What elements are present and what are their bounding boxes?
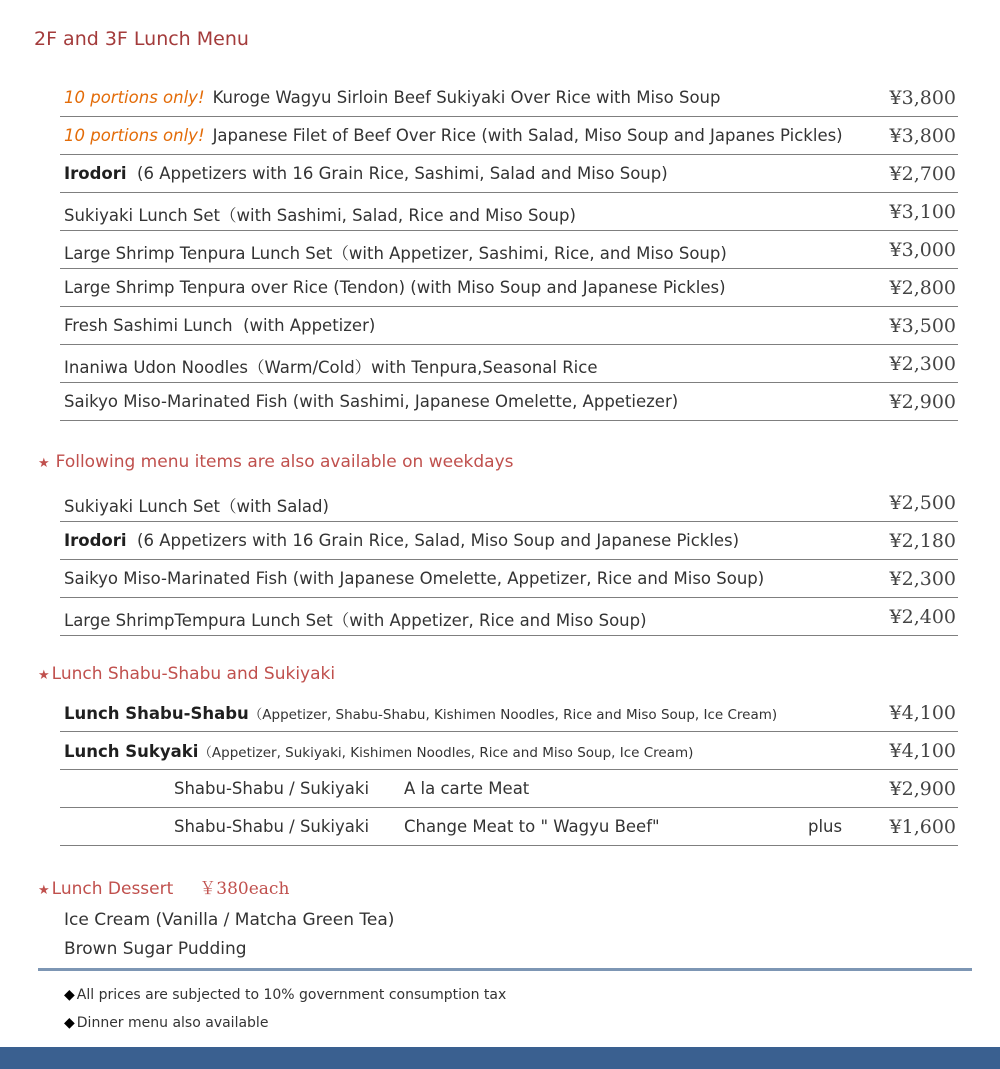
item-price: ¥2,700 [889, 163, 956, 185]
item-name: Saikyo Miso-Marinated Fish (with Japanese Omelette, Appetizer, Rice and Miso Soup) [64, 569, 765, 588]
addon-row [60, 808, 958, 846]
item-name [64, 126, 843, 145]
section-heading-text: Lunch Shabu-Shabu and Sukiyaki [51, 664, 336, 684]
item-price: ¥3,800 [889, 125, 956, 147]
item-name [64, 741, 693, 761]
item-price: ¥2,900 [889, 778, 956, 800]
star-icon: ★ [38, 456, 50, 471]
item-price: ¥2,800 [889, 277, 956, 299]
item-name [64, 531, 739, 550]
star-icon: ★ [38, 883, 50, 898]
item-text: Kuroge Wagyu Sirloin Beef Sukiyaki Over Rice with Miso Soup [212, 88, 721, 107]
item-price: ¥2,180 [889, 530, 956, 552]
shabu-section-heading [38, 664, 335, 684]
menu-row [60, 345, 958, 383]
item-name: Sukiyaki Lunch Set（with Sashimi, Salad, Rice and Miso Soup) [64, 206, 576, 225]
dessert-section-heading [38, 874, 289, 899]
promo-label: 10 portions only! [64, 88, 205, 107]
menu-row [60, 117, 958, 155]
item-name: Large ShrimpTempura Lunch Set（with Appetizer, Rice and Miso Soup) [64, 611, 647, 630]
menu-row [60, 269, 958, 307]
menu-row [60, 79, 958, 117]
footnote-text: All prices are subjected to 10% government consumption tax [76, 987, 507, 1003]
page-title: 2F and 3F Lunch Menu [34, 28, 249, 50]
menu-row [60, 732, 958, 770]
item-name: Large Shrimp Tenpura Lunch Set（with Appetizer, Sashimi, Rice, and Miso Soup) [64, 244, 727, 263]
weekday-section-heading [38, 452, 514, 472]
plus-label: plus [808, 817, 843, 836]
item-name: Sukiyaki Lunch Set（with Salad) [64, 497, 329, 516]
item-price: ¥3,800 [889, 87, 956, 109]
menu-row [60, 522, 958, 560]
section-heading-text: Lunch Dessert [51, 879, 174, 899]
item-price: ¥2,400 [889, 606, 956, 628]
item-bold-name: Irodori [64, 531, 127, 550]
item-text: (6 Appetizers with 16 Grain Rice, Salad, Miso Soup and Japanese Pickles) [126, 531, 740, 550]
item-price: ¥4,100 [889, 740, 956, 762]
menu-row [60, 560, 958, 598]
menu-row [60, 484, 958, 522]
item-sub-text: （Appetizer, Shabu-Shabu, Kishimen Noodles, Rice and Miso Soup, Ice Cream) [248, 707, 778, 723]
star-icon: ★ [38, 668, 50, 683]
footnote [64, 987, 506, 1003]
diamond-icon: ◆ [64, 987, 75, 1003]
item-price: ¥3,000 [889, 239, 956, 261]
menu-row [60, 155, 958, 193]
item-price: ¥2,300 [889, 353, 956, 375]
menu-row [60, 383, 958, 421]
diamond-icon: ◆ [64, 1015, 75, 1031]
item-name: Fresh Sashimi Lunch (with Appetizer) [64, 316, 376, 335]
item-text: Japanese Filet of Beef Over Rice (with Salad, Miso Soup and Japanes Pickles) [212, 126, 843, 145]
item-name: Inaniwa Udon Noodles（Warm/Cold）with Tenpura,Seasonal Rice [64, 358, 598, 377]
item-name [64, 703, 777, 723]
item-name: Saikyo Miso-Marinated Fish (with Sashimi, Japanese Omelette, Appetiezer) [64, 392, 679, 411]
item-bold-name: Lunch Sukyaki [64, 742, 199, 761]
addon-course: Shabu-Shabu / Sukiyaki [174, 817, 370, 836]
item-price: ¥2,900 [889, 391, 956, 413]
divider [38, 968, 972, 971]
addon-description: Change Meat to " Wagyu Beef" [404, 817, 660, 836]
item-bold-name: Lunch Shabu-Shabu [64, 704, 249, 723]
addon-course: Shabu-Shabu / Sukiyaki [174, 779, 370, 798]
item-price: ¥1,600 [889, 816, 956, 838]
item-name [64, 88, 721, 107]
item-sub-text: （Appetizer, Sukiyaki, Kishimen Noodles, Rice and Miso Soup, Ice Cream) [198, 745, 694, 761]
menu-row [60, 193, 958, 231]
dessert-item: Brown Sugar Pudding [64, 939, 247, 959]
item-price: ¥4,100 [889, 702, 956, 724]
item-price: ¥2,500 [889, 492, 956, 514]
dessert-item: Ice Cream (Vanilla / Matcha Green Tea) [64, 910, 395, 930]
menu-row [60, 307, 958, 345]
section-heading-text: Following menu items are also available on weekdays [55, 452, 514, 472]
addon-description: A la carte Meat [404, 779, 530, 798]
item-price: ¥3,500 [889, 315, 956, 337]
item-name: Large Shrimp Tenpura over Rice (Tendon) (with Miso Soup and Japanese Pickles) [64, 278, 726, 297]
addon-row [60, 770, 958, 808]
footnote [64, 1015, 268, 1031]
item-name [64, 164, 668, 183]
menu-row [60, 231, 958, 269]
promo-label: 10 portions only! [64, 126, 205, 145]
item-price: ¥3,100 [889, 201, 956, 223]
footnote-text: Dinner menu also available [76, 1015, 269, 1031]
item-price: ¥2,300 [889, 568, 956, 590]
dessert-price: ￥380each [199, 879, 290, 899]
item-text: (6 Appetizers with 16 Grain Rice, Sashimi, Salad and Miso Soup) [126, 164, 668, 183]
menu-row [60, 598, 958, 636]
footer-bar [0, 1047, 1000, 1069]
menu-row [60, 694, 958, 732]
item-bold-name: Irodori [64, 164, 127, 183]
